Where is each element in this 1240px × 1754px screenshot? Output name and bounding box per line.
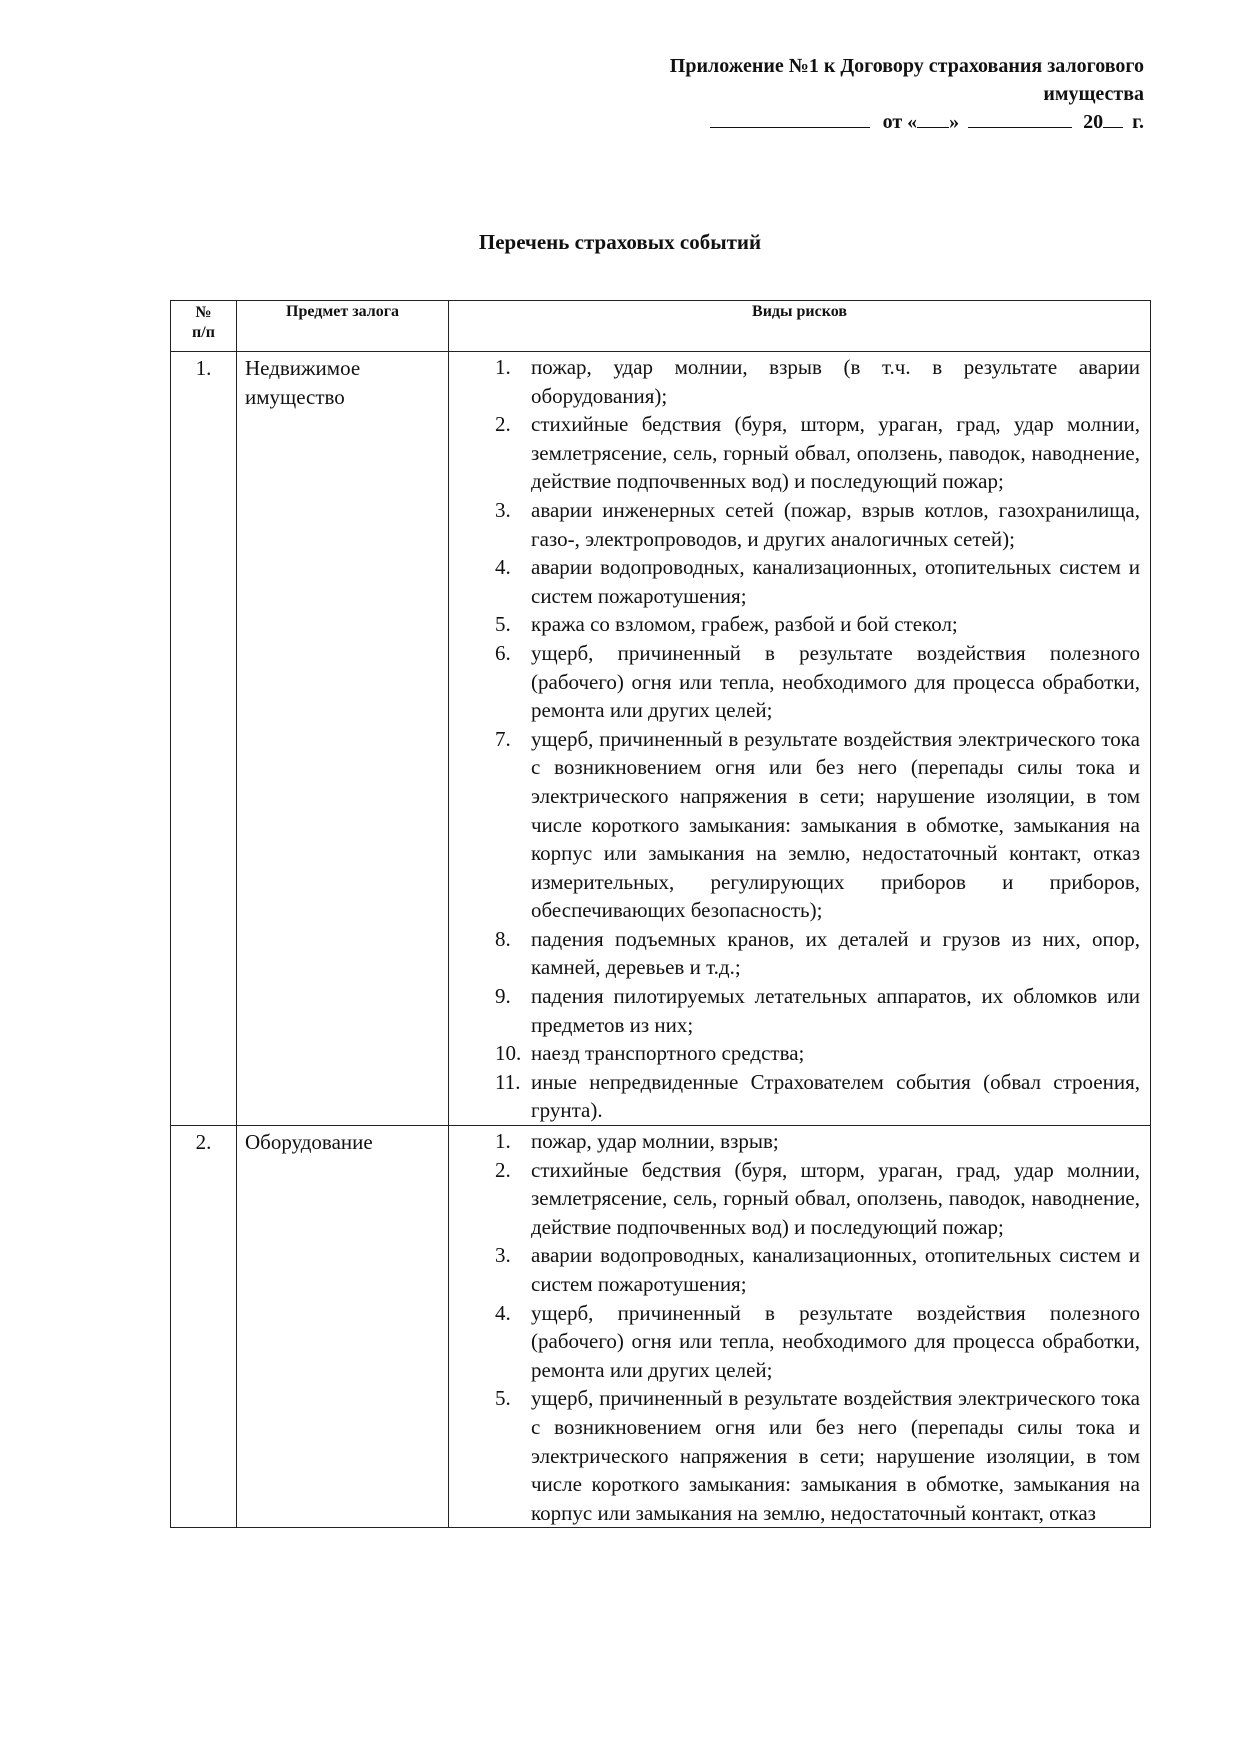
risk-item-number: 7. — [495, 726, 511, 751]
year-prefix: 20 — [1083, 111, 1104, 133]
insurance-events-table — [170, 300, 1151, 1528]
risk-item-text: аварии водопроводных, канализационных, отопительных систем и систем пожаротушения; — [531, 555, 1140, 608]
risk-item-text: пожар, удар молнии, взрыв (в т.ч. в результате аварии оборудования); — [531, 355, 1140, 408]
risk-item-text: ущерб, причиненный в результате воздействия электрического тока с возникновением огня или без него (перепады силы тока и электрического напряжения в сети; нарушение изоляции, в том числе короткого замыкания: замыкания в обмотке, замыкания на корпус или замыкания на землю, недостаточный контакт, отказ — [531, 1386, 1140, 1525]
risk-item-number: 4. — [495, 555, 511, 580]
appendix-header — [504, 52, 1144, 136]
risk-item-number: 1. — [495, 355, 511, 379]
risk-item-number: 5. — [495, 612, 511, 637]
risk-item — [495, 353, 1140, 410]
date-close-quote: » — [949, 111, 960, 133]
header-line-2: имущества — [1043, 83, 1144, 105]
risk-item-number: 5. — [495, 1386, 511, 1411]
risk-item-text: кража со взломом, грабеж, разбой и бой стекол; — [531, 612, 958, 637]
header-risks: Виды рисков — [449, 301, 1151, 352]
contract-number-blank — [710, 109, 870, 128]
risk-item — [495, 725, 1140, 925]
risk-item — [495, 982, 1140, 1039]
row-number: 2. — [171, 1126, 237, 1528]
risk-item-text: наезд транспортного средства; — [531, 1041, 805, 1066]
risk-item-number: 4. — [495, 1300, 511, 1325]
row-number: 1. — [171, 352, 237, 1126]
header-subject: Предмет залога — [237, 301, 449, 352]
risk-item-text: падения подъемных кранов, их деталей и грузов из них, опор, камней, деревьев и т.д.; — [531, 926, 1140, 980]
risk-item — [495, 553, 1140, 610]
year-suffix: г. — [1132, 111, 1144, 133]
risk-types — [449, 352, 1151, 1126]
risk-item — [495, 639, 1140, 725]
risk-item — [495, 1039, 1140, 1068]
header-line-1: Приложение №1 к Договору страхования залогового — [669, 55, 1144, 77]
risk-item — [495, 410, 1140, 496]
header-num — [171, 301, 237, 352]
header-num-symbol: № — [195, 304, 212, 321]
risk-item-number: 2. — [495, 1157, 511, 1182]
risk-item-text: стихийные бедствия (буря, шторм, ураган, град, удар молнии, землетрясение, сель, горный обвал, оползень, паводок, наводнение, действие подпочвенных вод) и последующий пожар; — [531, 1157, 1140, 1239]
risk-list — [495, 1127, 1140, 1527]
risk-item-number: 8. — [495, 926, 511, 951]
risk-item-text: пожар, удар молнии, взрыв; — [531, 1129, 779, 1154]
table-row — [171, 352, 1151, 1126]
date-from-label: от « — [882, 111, 918, 133]
risk-item — [495, 610, 1140, 639]
header-contract-line — [504, 108, 1144, 136]
risk-item-number: 9. — [495, 984, 511, 1009]
risk-item-text: падения пилотируемых летательных аппаратов, их обломков или предметов из них; — [531, 984, 1140, 1037]
table-header-row — [171, 301, 1151, 352]
risk-types — [449, 1126, 1151, 1528]
risk-item-text: ущерб, причиненный в результате воздействия полезного (рабочего) огня или тепла, необходимого для процесса обработки, ремонта или других целей; — [531, 640, 1140, 723]
day-blank — [917, 109, 949, 128]
risk-item-text: ущерб, причиненный в результате воздействия электрического тока с возникновением огня или без него (перепады силы тока и электрического напряжения в сети; нарушение изоляции, в том числе короткого замыкания: замыкания в обмотке, замыкания на корпус или замыкания на землю, недостаточный контакт, отказ измерительных, регулирующих приборов и приборов, обеспечивающих безопасность); — [531, 726, 1140, 923]
risk-item-text: ущерб, причиненный в результате воздействия полезного (рабочего) огня или тепла, необходимого для процесса обработки, ремонта или других целей; — [531, 1300, 1140, 1382]
risk-item — [495, 1068, 1140, 1125]
risk-item-text: аварии инженерных сетей (пожар, взрыв котлов, газохранилища, газо-, электропроводов, и других аналогичных сетей); — [531, 497, 1140, 551]
risk-item-number: 6. — [495, 640, 511, 665]
risk-item-text: иные непредвиденные Страхователем события (обвал строения, грунта). — [531, 1069, 1140, 1123]
table-row — [171, 1126, 1151, 1528]
risk-item — [495, 1156, 1140, 1242]
risk-item — [495, 1299, 1140, 1385]
risk-item-text: аварии водопроводных, канализационных, отопительных систем и систем пожаротушения; — [531, 1243, 1140, 1296]
collateral-subject: Недвижимое имущество — [237, 352, 449, 1126]
year-blank — [1103, 109, 1123, 128]
risk-item — [495, 496, 1140, 553]
risk-item-number: 11. — [495, 1069, 521, 1094]
page-title: Перечень страховых событий — [478, 230, 762, 254]
risk-item-number: 3. — [495, 497, 511, 522]
risk-item-number: 1. — [495, 1129, 511, 1154]
risk-item-number: 2. — [495, 412, 511, 437]
risk-item — [495, 1384, 1140, 1527]
risk-item-number: 10. — [495, 1041, 522, 1066]
risk-item — [495, 925, 1140, 982]
risk-item — [495, 1127, 1140, 1156]
risk-list — [495, 353, 1140, 1125]
header-num-abbr: п/п — [192, 324, 215, 341]
collateral-subject: Оборудование — [237, 1126, 449, 1528]
month-blank — [968, 109, 1072, 128]
risk-item — [495, 1241, 1140, 1298]
risk-item-number: 3. — [495, 1243, 511, 1268]
risk-item-text: стихийные бедствия (буря, шторм, ураган, град, удар молнии, землетрясение, сель, горный обвал, оползень, паводок, наводнение, действие подпочвенных вод) и последующий пожар; — [531, 412, 1140, 494]
